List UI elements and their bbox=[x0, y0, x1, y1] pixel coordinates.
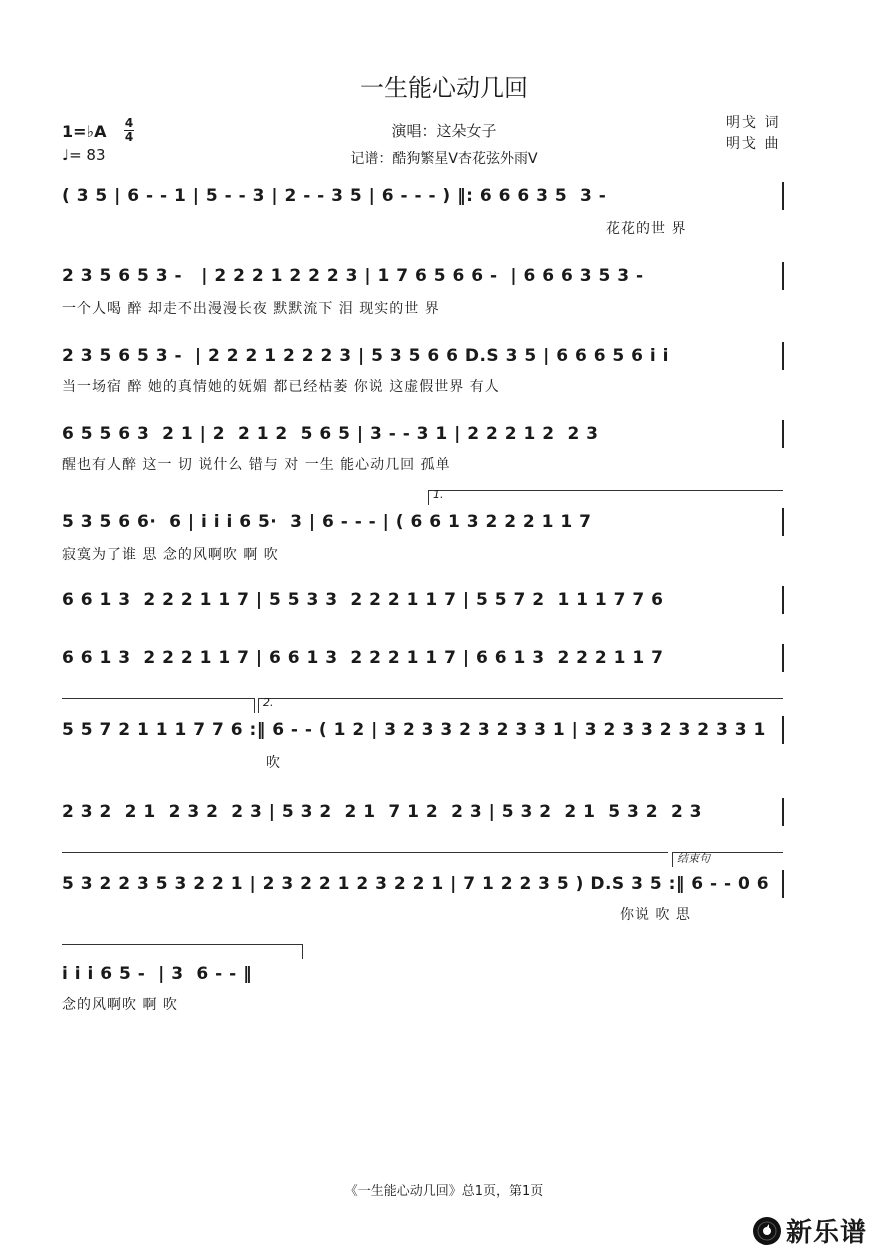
lyrics-line-3: 当一场宿 醉 她的真情她的妩媚 都已经枯萎 你说 这虚假世界 有人 bbox=[62, 379, 500, 395]
lyrics-line-2: 一个人喝 醉 却走不出漫漫长夜 默默流下 泪 现实的世 界 bbox=[62, 301, 440, 317]
bar-line bbox=[782, 182, 784, 210]
tempo-marking: ♩= 83 bbox=[62, 146, 106, 164]
singer-credit: 演唱：这朵女子 bbox=[391, 122, 497, 140]
notation-line-8: 5 5 7 2 1 1 1 7 7 6 :‖ 6 - - ( 1 2 | 3 2 3 3 2 3 2 3 3 1 | 3 2 3 3 2 3 2 3 3 1 bbox=[62, 720, 766, 740]
notation-line-1: ( 3 5 | 6 - - 1 | 5 - - 3 | 2 - - 3 5 | 6 - - - ) ‖: 6 6 6 3 5 3 - bbox=[62, 186, 607, 206]
bar-line bbox=[782, 262, 784, 290]
first-ending-continuation bbox=[62, 698, 255, 713]
bar-line bbox=[782, 420, 784, 448]
lyrics-line-5: 寂寞为了谁 思 念的风啊吹 啊 吹 bbox=[62, 547, 279, 563]
bar-line bbox=[782, 342, 784, 370]
second-ending-label: 2. bbox=[263, 696, 274, 709]
lyricist-credit: 明戈 词 bbox=[726, 115, 781, 131]
lyrics-line-8: 吹 bbox=[266, 755, 281, 771]
vinyl-record-icon bbox=[752, 1216, 782, 1246]
song-title: 一生能心动几回 bbox=[360, 74, 528, 102]
notation-line-6: 6 6 1 3 2 2 2 1 1 7 | 5 5 3 3 2 2 2 1 1 7 | 5 5 7 2 1 1 1 7 7 6 bbox=[62, 590, 664, 610]
first-ending-label: 1. bbox=[433, 488, 444, 501]
notation-line-11: i i i 6 5 - | 3 6 - - ‖ bbox=[62, 964, 253, 984]
lyrics-line-10: 你说 吹 思 bbox=[620, 907, 691, 923]
notation-line-4: 6 5 5 6 3 2 1 | 2 2 1 2 5 6 5 | 3 - - 3 1 | 2 2 2 1 2 2 3 bbox=[62, 424, 599, 444]
notation-line-5: 5 3 5 6 6· 6 | i i i 6 5· 3 | 6 - - - | ( 6 6 1 3 2 2 2 1 1 7 bbox=[62, 512, 592, 532]
page-footer: 《一生能心动几回》总1页，第1页 bbox=[344, 1184, 544, 1199]
bar-line bbox=[782, 870, 784, 898]
time-signature-top: 4 bbox=[124, 116, 134, 130]
notation-line-10: 5 3 2 2 3 5 3 2 2 1 | 2 3 2 2 1 2 3 2 2 1 | 7 1 2 2 3 5 ) D.S 3 5 :‖ 6 - - 0 6 bbox=[62, 874, 770, 894]
lyrics-line-4: 醒也有人醉 这一 切 说什么 错与 对 一生 能心动几回 孤单 bbox=[62, 457, 451, 473]
notation-line-7: 6 6 1 3 2 2 2 1 1 7 | 6 6 1 3 2 2 2 1 1 7 | 6 6 1 3 2 2 2 1 1 7 bbox=[62, 648, 664, 668]
brand-logo bbox=[752, 1212, 867, 1249]
coda-bracket bbox=[672, 852, 783, 867]
bar-line bbox=[782, 508, 784, 536]
time-signature-bottom: 4 bbox=[124, 130, 134, 144]
notation-line-2: 2 3 5 6 5 3 - | 2 2 2 1 2 2 2 3 | 1 7 6 5 6 6 - | 6 6 6 3 5 3 - bbox=[62, 266, 644, 286]
bar-line bbox=[782, 586, 784, 614]
bar-line bbox=[782, 798, 784, 826]
lyrics-line-11: 念的风啊吹 啊 吹 bbox=[62, 997, 178, 1013]
first-ending-bracket bbox=[428, 490, 783, 505]
lyrics-line-1: 花花的世 界 bbox=[606, 221, 687, 237]
brand-name: 新乐谱 bbox=[786, 1218, 868, 1248]
notation-line-3: 2 3 5 6 5 3 - | 2 2 2 1 2 2 2 3 | 5 3 5 6 6 D.S 3 5 | 6 6 6 5 6 i i bbox=[62, 346, 670, 366]
coda-continuation bbox=[62, 944, 303, 959]
notation-line-9: 2 3 2 2 1 2 3 2 2 3 | 5 3 2 2 1 7 1 2 2 3 | 5 3 2 2 1 5 3 2 2 3 bbox=[62, 802, 703, 822]
coda-label: 结束句 bbox=[677, 852, 710, 865]
key-signature: 1=♭A bbox=[62, 122, 107, 141]
bar-line bbox=[782, 716, 784, 744]
transcriber-credit: 记谱：酷狗繁星V杏花弦外雨V bbox=[350, 151, 538, 167]
repeat-bracket bbox=[62, 852, 668, 867]
bar-line bbox=[782, 644, 784, 672]
composer-credit: 明戈 曲 bbox=[726, 136, 781, 152]
second-ending-bracket bbox=[258, 698, 783, 713]
